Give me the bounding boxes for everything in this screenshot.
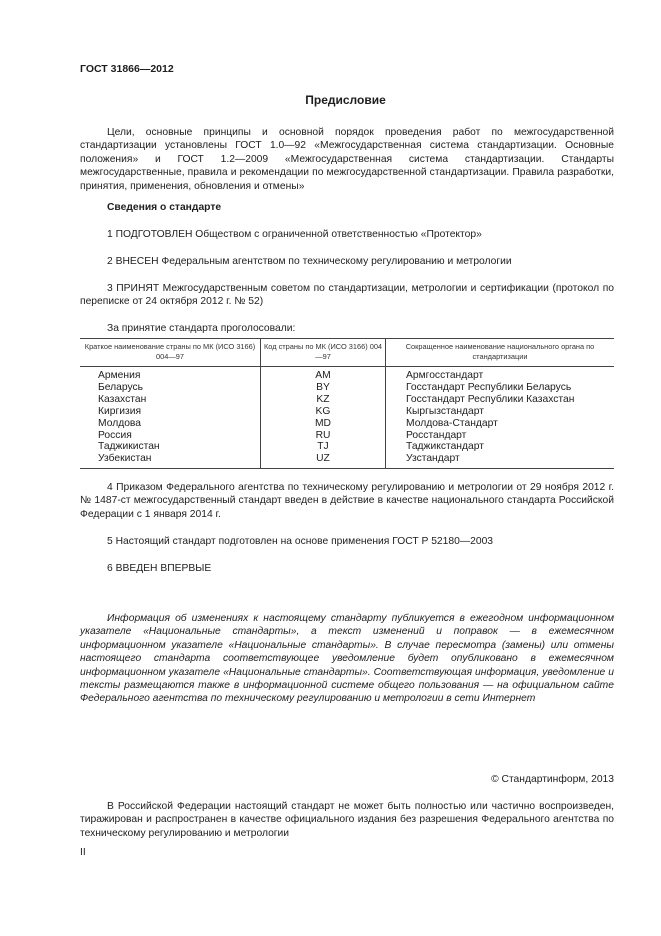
national-body: Таджикстандарт xyxy=(386,441,615,453)
document-header: ГОСТ 31866—2012 xyxy=(80,63,174,75)
vote-intro-text: За принятие стандарта проголосовали: xyxy=(107,323,296,334)
table-row xyxy=(80,406,614,418)
rights-notice xyxy=(80,800,614,840)
item-5-text: 5 Настоящий стандарт подготовлен на основе применения ГОСТ Р 52180—2003 xyxy=(107,536,494,547)
country-name: Узбекистан xyxy=(80,453,261,468)
country-code: RU xyxy=(261,430,386,442)
page-number: II xyxy=(80,847,86,858)
national-body: Росстандарт xyxy=(386,430,615,442)
table-header-body: Сокращенное наименование национального органа по стандартизации xyxy=(386,339,615,367)
national-body: Госстандарт Республики Беларусь xyxy=(386,382,615,394)
info-note xyxy=(80,612,614,706)
country-code: TJ xyxy=(261,441,386,453)
country-name: Киргизия xyxy=(98,405,142,417)
country-name: Армения xyxy=(98,370,141,381)
country-code: UZ xyxy=(261,453,386,468)
table-row xyxy=(80,441,614,453)
table-row xyxy=(80,430,614,442)
intro-paragraph xyxy=(80,126,614,193)
country-name: Казахстан xyxy=(98,393,147,405)
table-header-code: Код страны по МК (ИСО 3166) 004—97 xyxy=(261,339,386,367)
info-note-text: Информация об изменениях к настоящему стандарту публикуется в ежегодном информационном указателе «Национальные стандарты», а текст изменений и поправок — в ежемесячном информационном указателе «Национальные стандарты». В случае пересмотра (замены) или отмены настоящего стандарта соответствующее уведомление будет опубликовано в ежемесячном информационном указателе «Национальные стандарты». Соответствующая информация, уведомление и тексты размещаются также в информационной системе общего пользования — на официальном сайте Федерального агентства по техническому регулированию и метрологии в сети Интернет xyxy=(80,613,614,705)
country-code: BY xyxy=(261,382,386,394)
national-body: Узстандарт xyxy=(386,453,615,468)
item-3 xyxy=(80,282,614,309)
item-1 xyxy=(80,228,614,241)
copyright: © Стандартинформ, 2013 xyxy=(491,774,614,785)
item-3-text: 3 ПРИНЯТ Межгосударственным советом по стандартизации, метрологии и сертификации (протокол по переписке от 24 октября 2012 г. № 52) xyxy=(80,283,614,308)
rights-notice-text: В Российской Федерации настоящий стандарт не может быть полностью или частично воспроизведен, тиражирован и распространен в качестве официального издания без разрешения Федерального агентства по техническому регулированию и метрологии xyxy=(80,801,614,839)
table-row xyxy=(80,418,614,430)
table-row xyxy=(80,367,614,382)
national-body: Молдова-Стандарт xyxy=(386,418,615,430)
national-body: Госстандарт Республики Казахстан xyxy=(386,394,615,406)
country-name: Россия xyxy=(98,429,132,441)
national-body: Армгосстандарт xyxy=(386,367,615,382)
country-code: AM xyxy=(261,367,386,382)
intro-text: Цели, основные принципы и основной порядок проведения работ по межгосударственной стандартизации установлены ГОСТ 1.0—92 «Межгосударственная система стандартизации. Основные положения» и ГОСТ 1.2—2009 «Межгосударственная система стандартизации. Стандарты межгосударственные, правила и рекомендации по межгосударственной стандартизации. Правила разработки, принятия, применения, обновления и отмены» xyxy=(80,127,614,192)
section-heading: Сведения о стандарте xyxy=(107,202,222,213)
item-1-text: 1 ПОДГОТОВЛЕН Обществом с ограниченной ответственностью «Протектор» xyxy=(107,229,482,240)
item-2-text: 2 ВНЕСЕН Федеральным агентством по техническому регулированию и метрологии xyxy=(107,256,512,267)
item-6 xyxy=(80,562,614,575)
country-name: Таджикистан xyxy=(98,441,160,453)
country-name: Беларусь xyxy=(98,381,144,393)
country-code: KG xyxy=(261,406,386,418)
section-heading-block xyxy=(80,201,614,214)
vote-intro xyxy=(80,322,614,335)
country-code: KZ xyxy=(261,394,386,406)
item-4 xyxy=(80,481,614,521)
table-header-country: Краткое наименование страны по МК (ИСО 3166) 004—97 xyxy=(80,339,261,367)
country-name: Молдова xyxy=(98,417,142,429)
table-header-row xyxy=(80,339,614,367)
national-body: Кыргызстандарт xyxy=(386,406,615,418)
page-title: Предисловие xyxy=(305,93,386,107)
item-6-text: 6 ВВЕДЕН ВПЕРВЫЕ xyxy=(107,563,212,574)
countries-table xyxy=(80,338,614,469)
table-row xyxy=(80,394,614,406)
item-2 xyxy=(80,255,614,268)
country-code: MD xyxy=(261,418,386,430)
item-5 xyxy=(80,535,614,548)
table-row xyxy=(80,382,614,394)
item-4-text: 4 Приказом Федерального агентства по техническому регулированию и метрологии от 29 ноября 2012 г. № 1487-ст межгосударственный стандарт введен в действие в качестве национального стандарта Российской Федерации с 1 января 2014 г. xyxy=(80,482,614,520)
table-row xyxy=(80,453,614,468)
